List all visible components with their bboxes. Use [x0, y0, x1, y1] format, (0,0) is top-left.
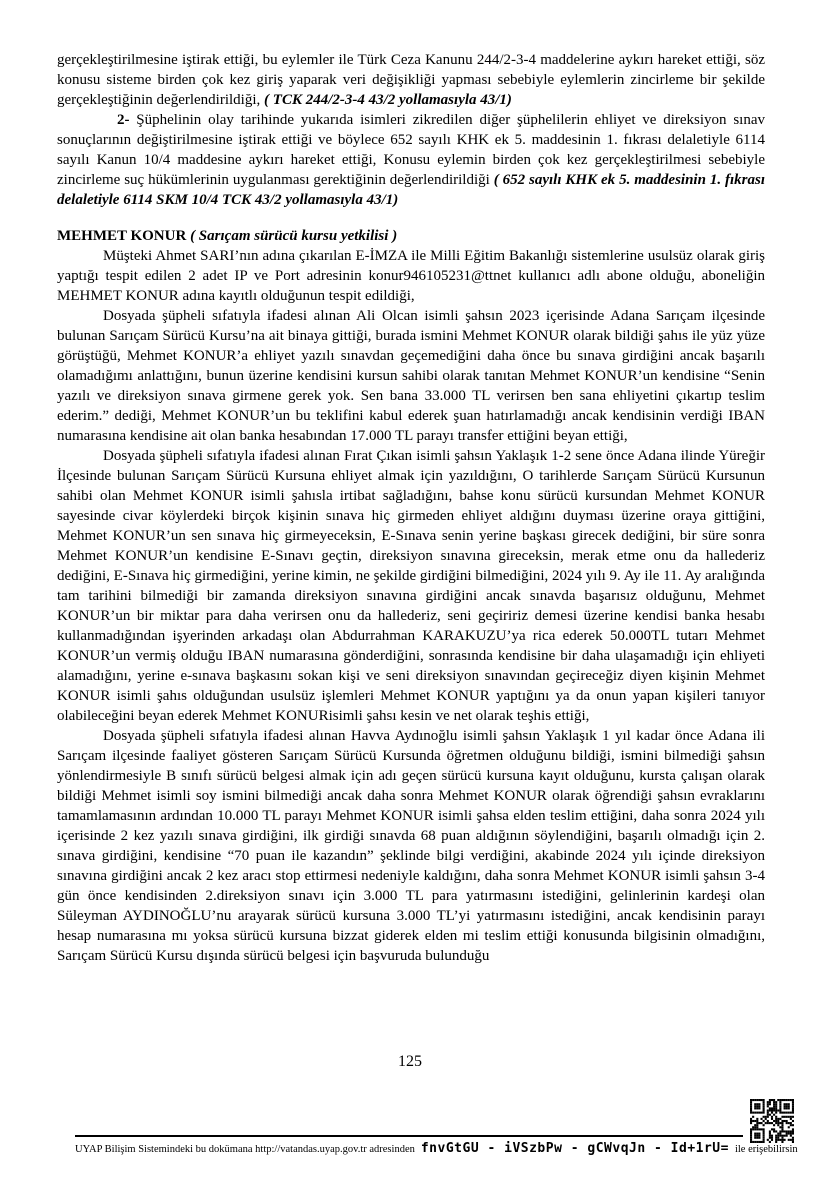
text-run: Dosyada şüpheli sıfatıyla ifadesi alınan Havva Aydınoğlu isimli şahsın Yaklaşık 1 yıl kadar önce Adana ili Sarıçam ilçesinde faaliyet gösteren Sarıçam Sürücü Kursunda öğretmen olduğunu bildiği, ismini bilmediği şahsın yönlendirmesiyle B sınıfı sürücü belgesi almak için adı geçen sürücü kursuna kayıt olduğunu, kursta çalışan olarak bildiği Mehmet isimli soy ismini bilmediği ancak daha sonra Mehmet KONUR olarak öğrendiği şahsın evraklarını tamamlamasının ardından 10.000 TL parayı Mehmet KONUR isimli şahsa elden teslim ettiğini, daha sonra 2024 yılı içerisinde 2 kez yazılı sınava girdiğini, ilk girdiği sınavda 68 puan aldığının söylendiğini, başarılı olmadığı için 2. sınava girdiğini, kendisine “70 puan ile kazandın” şeklinde bilgi verdiğini, akabinde 2024 yılı içinde direksiyon sınavına girdiğini ancak 2 kez aracı stop ettirmesi nedeniyle kaldığını, daha sonra Mehmet KONUR isimli şahsın 3-4 gün önce kendisinden 2.direksiyon sınavı için 3.000 TL para yatırmasını istediğini, gelinlerinin kardeşi olan Süleyman AYDINOĞLU’nu arayarak sürücü kursuna 3.000 TL’yi yatırmasını istediğini, ancak kendisinin parayı hesap numarasına mı yoksa sürücü kursuna bizzat giderek elden mi teslim ettiği konusunda bilgisinin olmadığını, Sarıçam Sürücü Kursu dışında sürücü belgesi için başvuruda bulunduğu	[57, 728, 765, 964]
footer-divider	[75, 1135, 743, 1137]
text-run: ( Sarıçam sürücü kursu yetkilisi )	[190, 228, 398, 244]
text-run: Müşteki Ahmet SARI’nın adına çıkarılan E-İMZA ile Milli Eğitim Bakanlığı sistemlerine usulsüz olarak giriş yaptığı tespit edilen 2 adet IP ve Port adresinin konur946105231@ttnet kullanıcı adlı abone olduğu, aboneliğin MEHMET KONUR adına kayıtlı olduğunun tespit edildiği,	[57, 248, 765, 304]
text-run: Dosyada şüpheli sıfatıyla ifadesi alınan Ali Olcan isimli şahsın 2023 içerisinde Adana Sarıçam ilçesinde bulunan Sarıçam Sürücü Kursu’na ait binaya gittiği, burada ismini Mehmet KONUR olarak bildiği şahıs ile yüz yüze görüştüğü, Mehmet KONUR’a ehliyet yazılı sınavdan geçemediğini daha önce bu sınava girdiğini ancak başarılı olamadığımı anlattığını, bunun üzerine kendisini kursun sahibi olarak tanıtan Mehmet KONUR’un kendisine “Senin yazılı ve direksiyon sınava girmene gerek yok. Sen bana 33.000 TL verirsen ben sana ehliyetini çıkartıp teslim ederim.” dediği, Mehmet KONUR’un bu teklifini kabul ederek şuan hatırlamadığı ancak kendisinin verdiği IBAN numarasına kendisine ait olan banka hesabından 17.000 TL parayı transfer ettiğini beyan ettiği,	[57, 308, 765, 444]
paragraph	[57, 50, 765, 110]
paragraph	[57, 110, 765, 210]
paragraph	[57, 306, 765, 446]
page-number: 125	[398, 1053, 422, 1070]
text-run: 2-	[117, 112, 137, 128]
text-run: Dosyada şüpheli sıfatıyla ifadesi alınan Fırat Çıkan isimli şahsın Yaklaşık 1-2 sene önce Adana ilinde Yüreğir İlçesinde bulunan Sarıçam Sürücü Kursuna ehliyet almak için yazıldığını, O tarihlerde Sarıçam Sürücü Kursunun sahibi olan Mehmet KONUR isimli şahısla irtibat sağladığını, bahse konu sürücü kursundan Mehmet KONUR sayesinde civar köylerdeki birçok kişinin sınava hiç girmeden ehliyet aldığını duyması üzerine oraya gittiğini, Mehmet KONUR’un sen sınava hiç girmeyeceksin, E-Sınava senin yerine başkası girecek dediğini, bir süre sonra Mehmet KONUR’un kendisine E-Sınavı geçtin, direksiyon sınavına gireceksin, merak etme onu da hallederiz dediğini, E-Sınava hiç girmediğini, yerine kimin, ne şekilde girdiğini bilmediğini, 2024 yılı 9. Ay ile 11. Ay aralığında tam tarihini bilmediği bir zamanda direksiyon sınavına girdiğini ancak sınavda başarısız olduğunu, Mehmet KONUR’un bir miktar para daha verirsen onu da hallederiz, seni geçiririz demesi üzerine kendisi banka hesabı kullanmadığından işyerinden arkadaşı olan Abdurrahman KARAKUZU’ya rica ederek 50.000TL tutarı Mehmet KONUR’un vermiş olduğu IBAN numarasına gönderdiğini, sonrasında kendisine bir daha ulaşamadığı için ehliyeti alamadığını, yerine e-sınava başkasını sokan kişi ve seni direksiyon sınavından geçireceğiz diyen kişinin Mehmet KONUR isimli şahıs olduğundan usulsüz işlemleri Mehmet KONUR yaptığını ya da onun yapan kişileri tanıyor olabileceğini beyan ederek Mehmet KONURisimli şahsı kesin ve net olarak teşhis ettiği,	[57, 448, 765, 724]
section-heading	[57, 226, 765, 246]
footer-verification-code: fnvGtGU - iVSzbPw - gCWvqJn - Id+1rU=	[420, 1141, 729, 1156]
paragraph	[57, 726, 765, 966]
qr-code	[750, 1099, 794, 1143]
paragraph	[57, 246, 765, 306]
paragraph	[57, 446, 765, 726]
document-body	[57, 50, 765, 966]
footer-access-suffix: ile erişebilirsin	[734, 1144, 798, 1155]
text-run: ( TCK 244/2-3-4 43/2 yollamasıyla 43/1)	[264, 92, 512, 108]
footer-access-prefix: UYAP Bilişim Sistemindeki bu dokümana http://vatandas.uyap.gov.tr adresinden	[75, 1144, 415, 1155]
text-run: Şüphelinin olay tarihinde yukarıda isimleri zikredilen diğer şüphelilerin ehliyet ve direksiyon sınav sonuçlarının değiştirilmesine iştirak ettiği ve böylece 652 sayılı KHK ek 5. maddesinin 1. fıkrası delaletiyle 6114 sayılı Kanun 10/4 maddesine aykırı hareket ettiği, Konusu eylemin birden çok kez gerçekleştirilmesi sebebiyle zincirleme suç hükümlerinin uygulanması gerektiğinin değerlendirildiği	[57, 112, 765, 188]
text-run: ( 652 sayılı KHK ek 5. maddesinin 1. fıkrası delaletiyle 6114 SKM 10/4 TCK 43/2 yollamasıyla 43/1)	[57, 172, 766, 208]
footer	[75, 1141, 798, 1156]
text-run: gerçekleştirilmesine iştirak ettiği, bu eylemler ile Türk Ceza Kanunu 244/2-3-4 maddelerine aykırı hareket ettiği, söz konusu sisteme birden çok kez giriş yaparak veri değişikliği yapması sebebiyle eylemlerin zincirleme bir şekilde gerçekleştiğinin değerlendirildiği,	[57, 52, 765, 108]
text-run: MEHMET KONUR	[57, 228, 191, 244]
